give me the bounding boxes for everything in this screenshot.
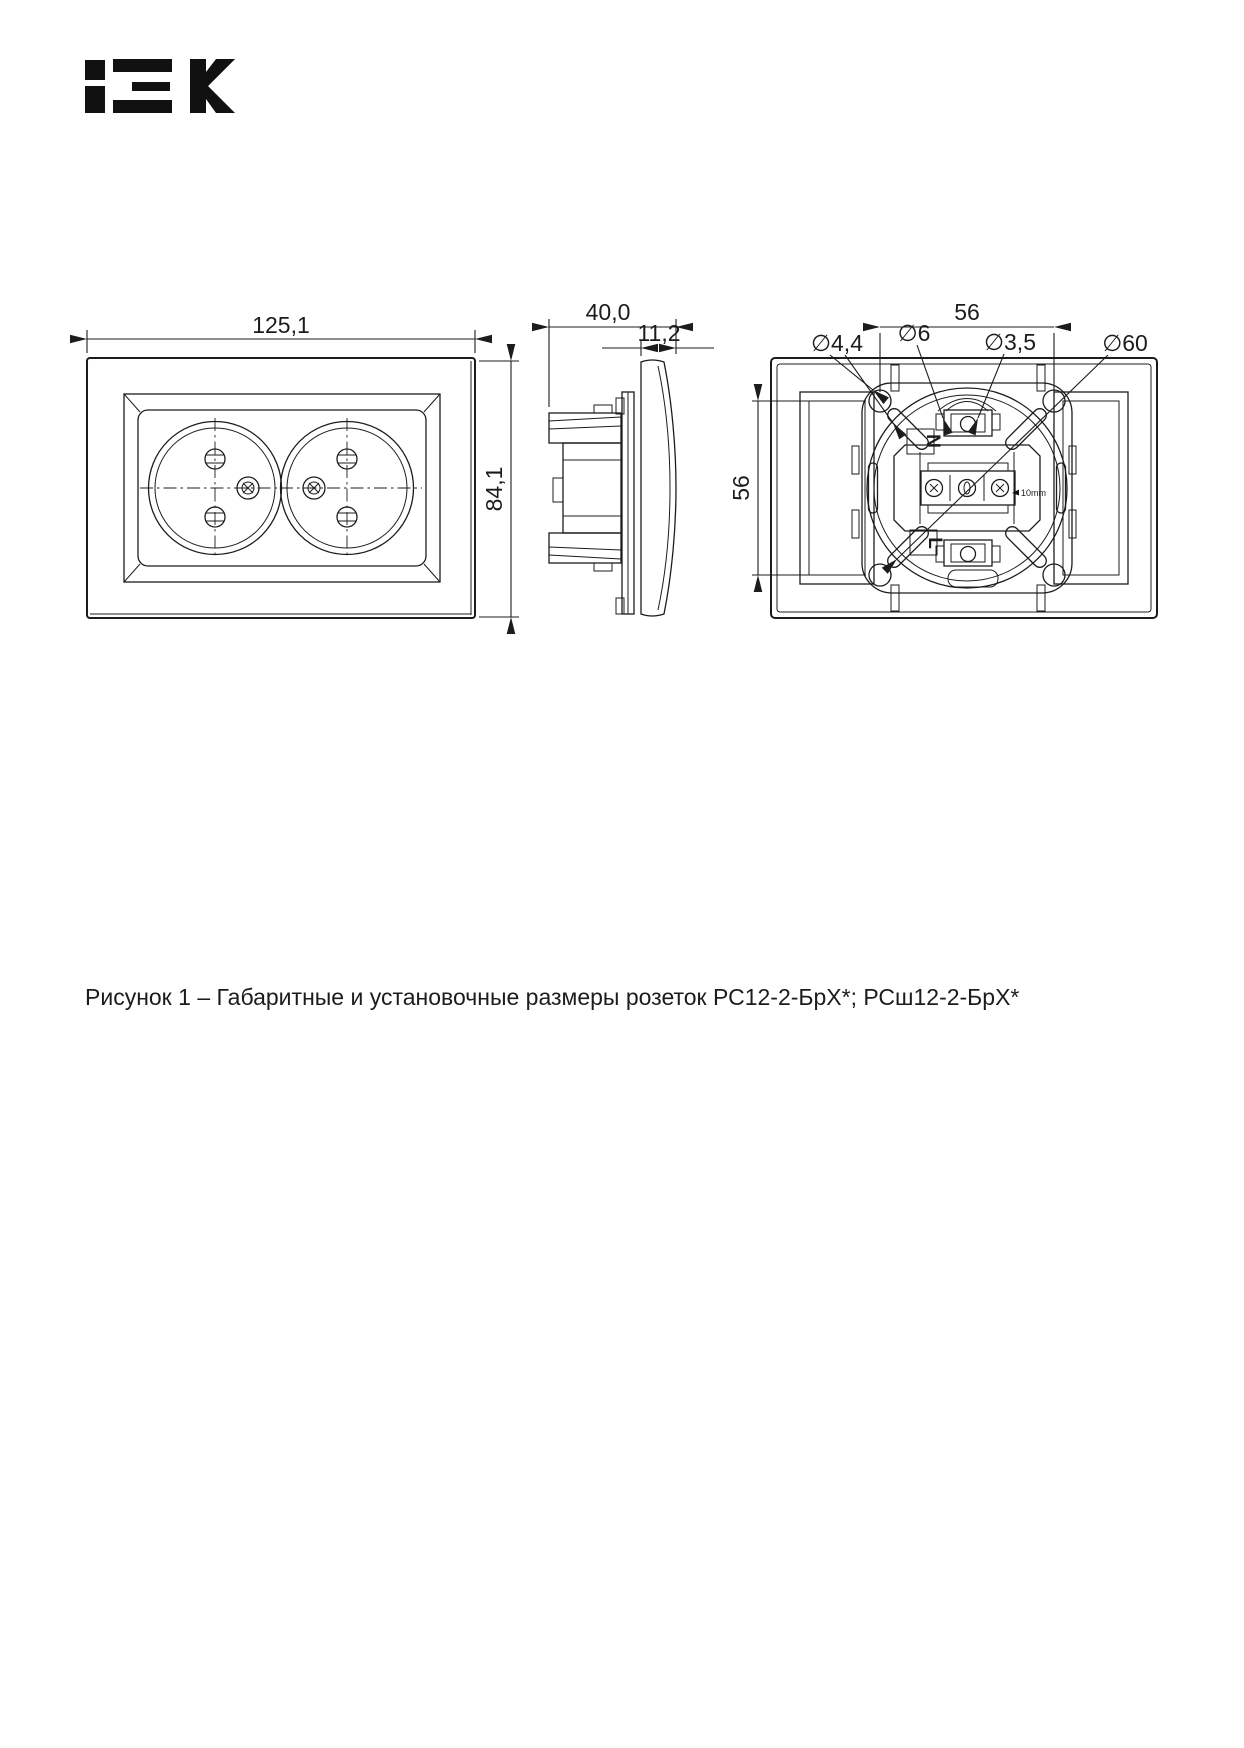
- claw-hole-leader2: [845, 355, 893, 423]
- back-mechanism-block: [894, 399, 1046, 588]
- logo-e-mid-bar: [132, 82, 170, 91]
- top-terminal-screw: [961, 417, 976, 432]
- side-faceplate: [641, 360, 676, 616]
- neutral-marking: N: [922, 434, 943, 448]
- logo-k-upper-arm2: [206, 59, 235, 88]
- cable-dome: [938, 399, 996, 412]
- side-mechanism: [549, 405, 621, 571]
- mounting-ring-diameter-label: ∅60: [1102, 330, 1148, 356]
- front-view: [87, 312, 519, 618]
- back-view: [728, 299, 1157, 618]
- logo-i-dot: [85, 60, 105, 80]
- back-hole-spacing-vertical-dimension: [728, 401, 866, 575]
- terminal-strip: [921, 471, 1015, 505]
- strip-length-label: 10mm: [1021, 488, 1047, 498]
- front-width-dimension: [87, 312, 475, 353]
- plate-slot: [891, 585, 899, 611]
- back-left-bowl: [800, 392, 874, 584]
- side-claw-bottom: [616, 598, 624, 614]
- front-right-socket: [280, 418, 422, 558]
- cable-hole-diameter-label: ∅6: [897, 320, 931, 346]
- side-faceplate-label: 11,2: [637, 320, 681, 346]
- logo-e-top-bar: [113, 59, 172, 72]
- plate-slot: [1037, 585, 1045, 611]
- bottom-tab: [948, 570, 998, 587]
- side-mounting-frame: [616, 392, 634, 614]
- side-bottom-tab: [594, 563, 612, 571]
- line-marking: L: [924, 537, 945, 549]
- back-hole-spacing-vertical-label: 56: [728, 475, 754, 501]
- bottom-terminal-screw: [961, 547, 976, 562]
- iek-logo: [85, 32, 235, 113]
- screw-hole-diameter-label: ∅3,5: [983, 329, 1037, 355]
- back-hole-spacing-horizontal-label: 56: [954, 299, 980, 325]
- plate-slot: [891, 365, 899, 391]
- side-top-tab: [594, 405, 612, 413]
- claw-hole-diameter-label: ∅4,4: [810, 330, 864, 356]
- mounting-hole: [869, 564, 891, 586]
- side-claw-top: [616, 398, 624, 414]
- side-faceplate-dimension: [602, 320, 714, 356]
- logo-e-bottom-bar: [113, 100, 172, 113]
- side-depth-label: 40,0: [585, 299, 631, 325]
- logo-k-stem: [190, 59, 206, 113]
- front-left-socket: [140, 418, 282, 558]
- side-view: [549, 299, 714, 616]
- front-height-dimension: [479, 361, 519, 617]
- side-depth-dimension: [549, 299, 676, 407]
- logo-k-lower-arm: [206, 84, 235, 113]
- logo-i-stem: [85, 86, 105, 113]
- plate-slot: [1037, 365, 1045, 391]
- front-width-label: 125,1: [252, 312, 310, 338]
- figure-caption: Рисунок 1 – Габаритные и установочные размеры розеток РС12-2-БрХ*; РСш12-2-БрХ*: [85, 984, 1020, 1010]
- side-latch-notch: [553, 478, 563, 502]
- front-height-label: 84,1: [481, 466, 507, 512]
